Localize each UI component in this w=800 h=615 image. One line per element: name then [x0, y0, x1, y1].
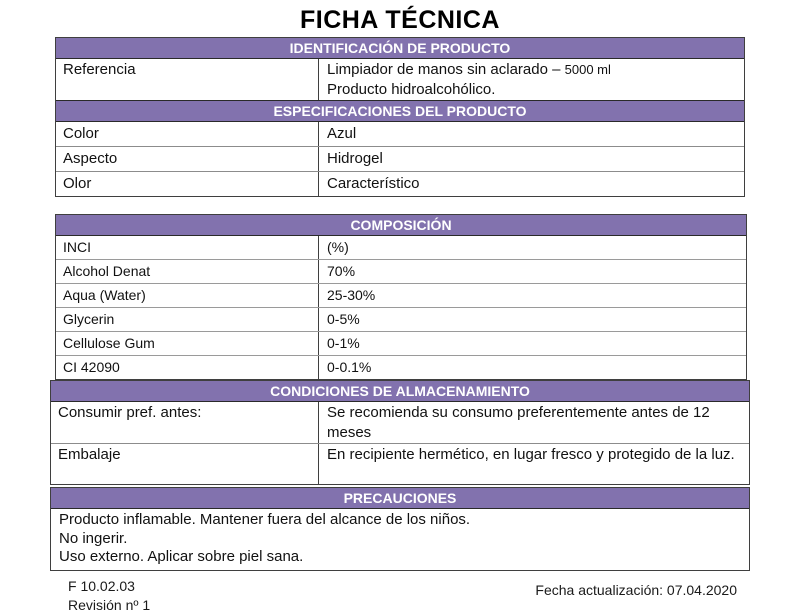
row-label-ci-42090: CI 42090 — [56, 356, 319, 379]
referencia-line1-unit: 5000 ml — [564, 62, 611, 77]
section-header-precauciones: PRECAUCIONES — [51, 488, 749, 509]
ficha-tecnica-page — [0, 4, 800, 613]
row-value-color: Azul — [327, 125, 357, 142]
document-title: FICHA TÉCNICA — [299, 6, 500, 34]
row-value-referencia — [319, 59, 744, 100]
row-label-inci: INCI — [56, 236, 319, 259]
row-value-olor: Característico — [327, 175, 420, 192]
precaution-line: Uso externo. Aplicar sobre piel sana. — [59, 548, 304, 565]
table-row — [56, 146, 744, 171]
table-row — [56, 236, 746, 259]
footer-revision: Revisión nº 1 — [68, 596, 151, 613]
row-label-glycerin: Glycerin — [56, 308, 319, 331]
table-row — [51, 443, 749, 484]
table-row — [56, 171, 744, 196]
precautions-table — [50, 487, 750, 571]
footer-update-date: Fecha actualización: 07.04.2020 — [535, 582, 737, 598]
row-label-embalaje: Embalaje — [51, 444, 319, 484]
row-label-alcohol-denat: Alcohol Denat — [56, 260, 319, 283]
table-row — [56, 122, 744, 146]
row-value-ci-42090: 0-0.1% — [327, 359, 372, 375]
table-row — [56, 307, 746, 331]
row-label-cellulose-gum: Cellulose Gum — [56, 332, 319, 355]
row-label-aspecto: Aspecto — [56, 147, 319, 171]
table-row — [56, 331, 746, 355]
table-row — [56, 59, 744, 100]
precaution-line: No ingerir. — [59, 529, 128, 547]
precaution-line: Producto inflamable. Mantener fuera del alcance de los niños. — [59, 511, 471, 528]
section-header-composicion: COMPOSICIÓN — [56, 215, 746, 236]
row-label-color: Color — [56, 122, 319, 146]
table-row — [51, 402, 749, 443]
row-label-referencia: Referencia — [56, 59, 319, 100]
row-label-consumir: Consumir pref. antes: — [51, 402, 319, 443]
row-value-aspecto: Hidrogel — [327, 150, 383, 167]
row-label-aqua: Aqua (Water) — [56, 284, 319, 307]
precautions-text — [51, 509, 749, 570]
table-row — [56, 283, 746, 307]
table-row — [56, 355, 746, 379]
table-row — [56, 259, 746, 283]
section-header-especificaciones: ESPECIFICACIONES DEL PRODUCTO — [56, 100, 744, 122]
referencia-line1 — [327, 60, 738, 80]
footer-form-code: F 10.02.03 — [68, 577, 135, 594]
section-header-almacenamiento: CONDICIONES DE ALMACENAMIENTO — [51, 381, 749, 402]
row-value-inci: (%) — [327, 239, 349, 255]
composition-table — [55, 214, 747, 380]
referencia-line1-main: Limpiador de manos sin aclarado – — [327, 61, 561, 78]
row-value-glycerin: 0-5% — [327, 311, 360, 327]
section-header-identificacion: IDENTIFICACIÓN DE PRODUCTO — [56, 38, 744, 59]
row-value-aqua: 25-30% — [327, 287, 376, 303]
row-value-cellulose-gum: 0-1% — [327, 335, 360, 351]
referencia-line2: Producto hidroalcohólico. — [327, 81, 496, 98]
row-value-consumir: Se recomienda su consumo preferentemente antes de 12 meses — [327, 404, 710, 441]
row-label-olor: Olor — [56, 172, 319, 196]
storage-conditions-table — [50, 380, 750, 485]
row-value-embalaje: En recipiente hermético, en lugar fresco y protegido de la luz. — [327, 446, 735, 463]
row-value-alcohol-denat: 70% — [327, 263, 356, 279]
identification-table — [55, 37, 745, 197]
